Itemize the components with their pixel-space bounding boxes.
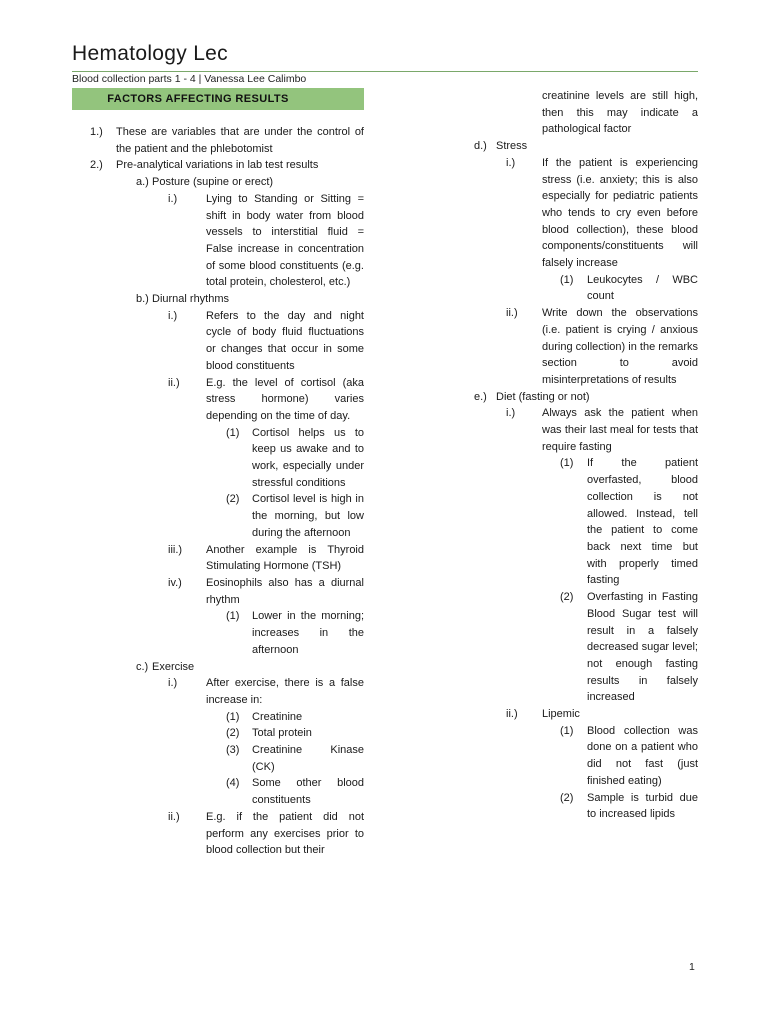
list-text: Pre-analytical variations in lab test results: [116, 159, 319, 172]
list-marker: e.): [474, 390, 487, 403]
list-item: [72, 725, 364, 742]
list-item: [470, 305, 698, 389]
list-text: Diet (fasting or not): [496, 390, 590, 403]
list-text: Blood collection was done on a patient who did not fast (just finished eating): [587, 724, 698, 787]
list-marker: (1): [226, 710, 240, 723]
right-column: [470, 88, 698, 823]
list-text: Always ask the patient when was their last meal for tests that require fasting: [542, 407, 698, 453]
list-text: creatinine levels are still high, then this may indicate a pathological factor: [542, 90, 698, 136]
page-number: 1: [689, 961, 695, 973]
list-marker: c.): [136, 660, 149, 673]
list-text: Exercise: [152, 660, 195, 673]
list-text: Lipemic: [542, 708, 580, 721]
list-marker: (2): [226, 493, 240, 506]
list-marker: iii.): [168, 543, 183, 556]
list-text: Overfasting in Fasting Blood Sugar test will result in a falsely decreased sugar level; not enough fasting results in falsely increased: [587, 591, 698, 704]
list-item: [72, 375, 364, 425]
list-text: Creatinine: [252, 710, 303, 723]
list-item: [470, 272, 698, 305]
list-marker: ii.): [506, 307, 518, 320]
list-marker: d.): [474, 140, 487, 153]
list-item: [72, 157, 364, 174]
list-item: [72, 191, 364, 291]
list-marker: ii.): [506, 708, 518, 721]
list-text: Lower in the morning; increases in the afternoon: [252, 610, 364, 656]
list-text: E.g. the level of cortisol (aka stress hormone) varies depending on the time of day.: [206, 376, 364, 422]
list-text: Diurnal rhythms: [152, 293, 230, 306]
list-item: [72, 809, 364, 859]
list-item: [72, 542, 364, 575]
list-item: [470, 389, 698, 406]
list-item: [72, 291, 364, 308]
list-item: [470, 706, 698, 723]
list-item: [470, 790, 698, 823]
list-marker: i.): [506, 156, 516, 169]
section-heading: FACTORS AFFECTING RESULTS: [72, 88, 364, 110]
list-text: Eosinophils also has a diurnal rhythm: [206, 576, 364, 606]
list-item: [72, 608, 364, 658]
list-text: Write down the observations (i.e. patient is crying / anxious during collection) in the remarks section to avoid misinterpretations of results: [542, 307, 698, 386]
list-item: [470, 455, 698, 589]
list-text: E.g. if the patient did not perform any exercises prior to blood collection but their: [206, 810, 364, 857]
list-text: If the patient is experiencing stress (i.e. anxiety; this is also especially for pediatric patients who tends to cry even before blood collection), these blood components/constituents will falsely increase: [542, 156, 698, 270]
list-item: [470, 723, 698, 790]
title-divider: [72, 71, 698, 72]
list-item: [72, 675, 364, 708]
list-text: Some other blood constituents: [252, 777, 364, 807]
list-item: [72, 308, 364, 375]
list-text: Creatinine Kinase (CK): [252, 744, 364, 773]
list-marker: (1): [560, 457, 574, 470]
list-text: Cortisol level is high in the morning, but low during the afternoon: [252, 493, 364, 539]
list-text: Lying to Standing or Sitting = shift in body water from blood vessels to interstitial fluid = False increase in concentration of some blood constituents (e.g. total protein, cholesterol, etc.): [206, 192, 364, 289]
list-marker: i.): [168, 677, 178, 690]
list-text: Posture (supine or erect): [152, 176, 274, 189]
list-item: [72, 124, 364, 157]
list-text: Refers to the day and night cycle of body fluid fluctuations or changes that occur in some blood constituents: [206, 309, 364, 372]
list-item: [72, 775, 364, 808]
list-marker: iv.): [168, 576, 182, 589]
list-marker: (4): [226, 777, 240, 790]
document-title: Hematology Lec: [72, 42, 228, 65]
list-text: After exercise, there is a false increase in:: [206, 677, 364, 706]
list-marker: b.): [136, 293, 149, 306]
list-marker: (2): [560, 591, 574, 604]
list-item: [72, 425, 364, 492]
list-marker: i.): [168, 192, 178, 205]
list-marker: ii.): [168, 810, 180, 823]
list-marker: (1): [560, 273, 574, 286]
list-item-continuation: [470, 88, 698, 138]
list-item: [470, 405, 698, 455]
list-marker: ii.): [168, 376, 180, 389]
list-item: [72, 174, 364, 191]
list-item: [72, 491, 364, 541]
list-text: If the patient overfasted, blood collection is not allowed. Instead, tell the patient to come back next time but with properly timed fasting: [587, 457, 698, 587]
list-text: Leukocytes / WBC count: [587, 273, 698, 303]
list-marker: a.): [136, 176, 149, 189]
list-text: These are variables that are under the control of the patient and the phlebotomist: [116, 126, 364, 155]
document-subtitle: Blood collection parts 1 - 4 | Vanessa Lee Calimbo: [72, 73, 307, 85]
list-item: [72, 742, 364, 775]
list-text: Sample is turbid due to increased lipids: [587, 791, 698, 821]
list-text: Another example is Thyroid Stimulating Hormone (TSH): [206, 543, 364, 573]
list-marker: (1): [226, 610, 240, 623]
list-text: Total protein: [252, 727, 312, 740]
list-item: [470, 138, 698, 155]
list-marker: 1.): [90, 126, 103, 138]
list-marker: (2): [226, 727, 240, 740]
list-marker: 2.): [90, 159, 103, 172]
left-column: [72, 88, 364, 859]
list-item: [72, 659, 364, 676]
list-marker: (3): [226, 744, 240, 757]
list-marker: (1): [226, 426, 240, 439]
list-marker: (2): [560, 791, 574, 804]
list-marker: i.): [168, 309, 178, 322]
list-text: Cortisol helps us to keep us awake and to work, especially under stressful conditions: [252, 426, 364, 489]
list-item: [72, 575, 364, 608]
list-text: Stress: [496, 140, 528, 153]
list-item: [470, 589, 698, 706]
list-item: [470, 155, 698, 272]
list-item: [72, 709, 364, 726]
list-marker: i.): [506, 407, 516, 420]
list-marker: (1): [560, 724, 574, 737]
